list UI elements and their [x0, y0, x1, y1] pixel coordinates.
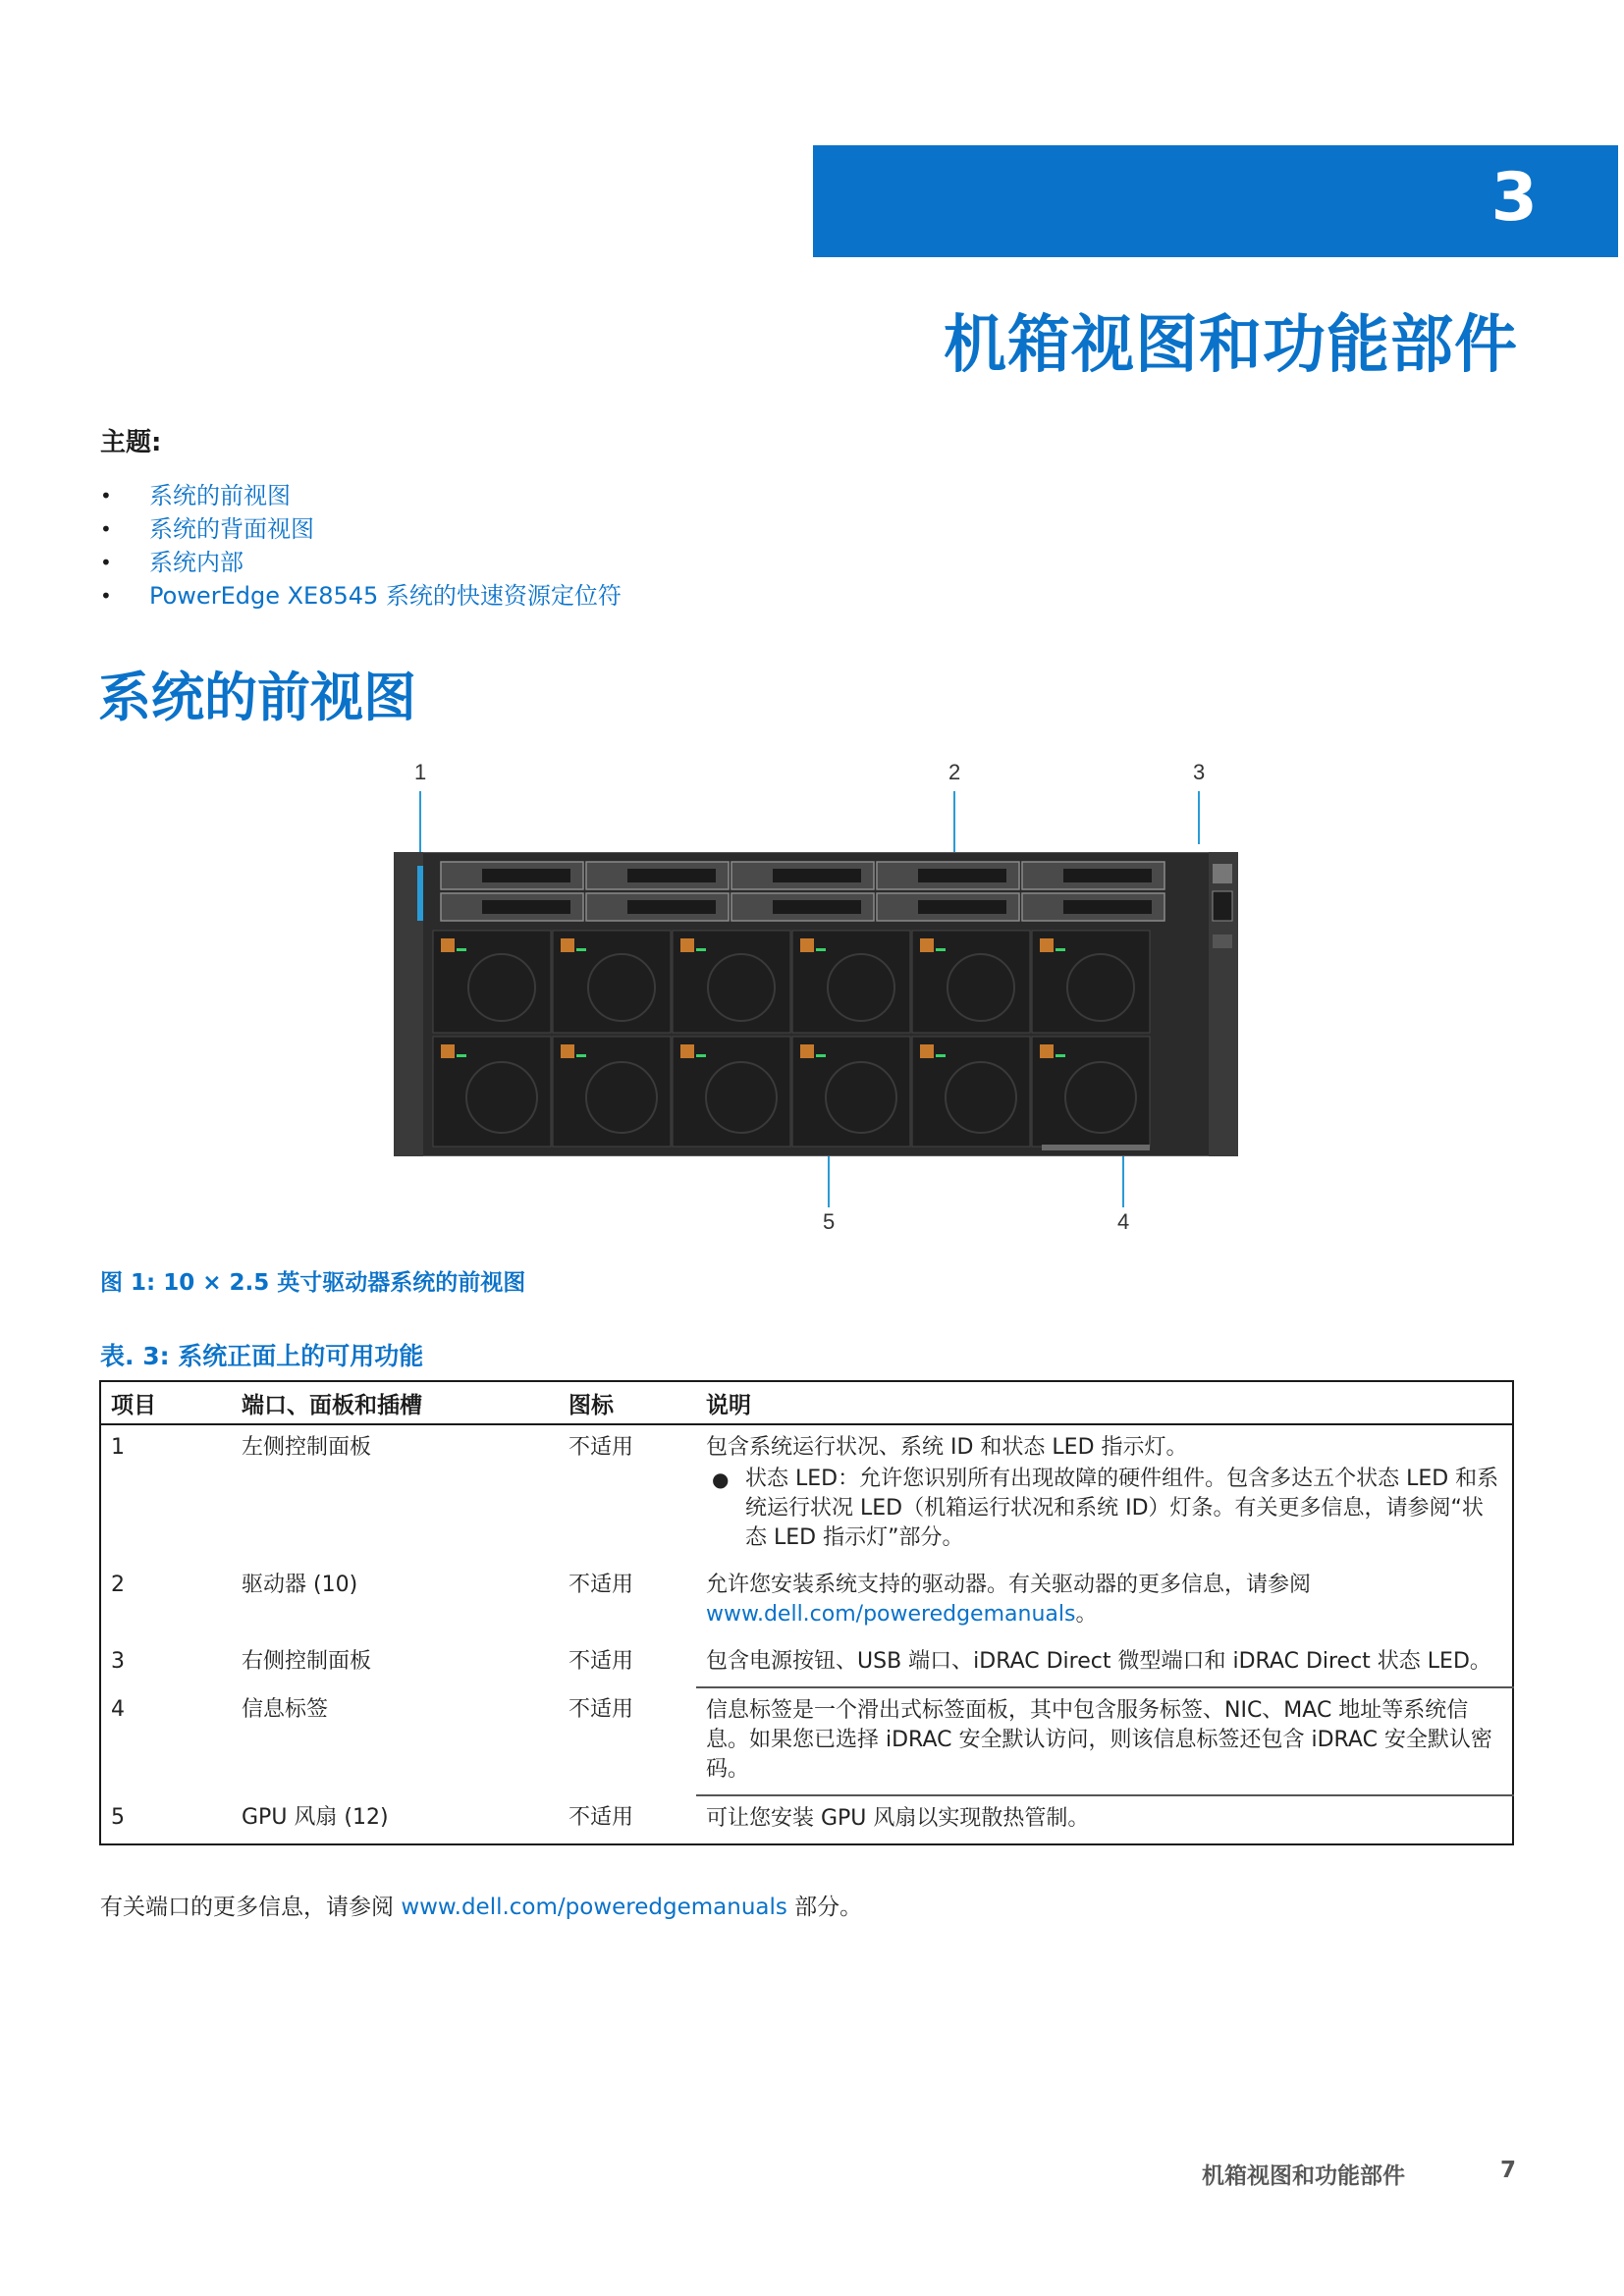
col-header-description: 说明	[696, 1381, 1513, 1424]
table-row	[100, 1563, 1513, 1639]
leader-line-4	[1122, 1153, 1124, 1207]
bullet-text: 状态 LED：允许您识别所有出现故障的硬件组件。包含多达五个状态 LED 和系统运行状况 LED（机箱运行状况和系统 ID）灯条。有关更多信息，请参阅“状态 LED 指示灯”部分。	[745, 1467, 1499, 1550]
bullet-icon: •	[100, 517, 112, 541]
note-text-end: 部分。	[786, 1895, 863, 1920]
cell-item: 2	[111, 1573, 125, 1597]
callout-5: 5	[823, 1209, 836, 1234]
cell-name: GPU 风扇 (12)	[242, 1805, 389, 1830]
section-title: 系统的前视图	[98, 667, 416, 728]
chapter-title: 机箱视图和功能部件	[944, 309, 1518, 382]
bullet-icon: ●	[712, 1468, 730, 1491]
table-row	[100, 1639, 1513, 1687]
topics-list	[98, 479, 622, 613]
ports-manuals-link[interactable]: www.dell.com/poweredgemanuals	[401, 1895, 787, 1920]
callout-3: 3	[1193, 760, 1206, 784]
cell-item: 5	[111, 1805, 125, 1830]
cell-name: 右侧控制面板	[242, 1649, 372, 1674]
bullet-icon: •	[100, 551, 112, 574]
cell-icon: 不适用	[568, 1649, 634, 1674]
description-text: 包含系统运行状况、系统 ID 和状态 LED 指示灯。	[706, 1435, 1188, 1460]
cell-icon: 不适用	[568, 1435, 634, 1460]
cell-item: 3	[111, 1649, 125, 1674]
chapter-banner	[813, 145, 1618, 257]
table-header-row	[100, 1381, 1513, 1424]
figure-caption: 图 1: 10 × 2.5 英寸驱动器系统的前视图	[100, 1270, 526, 1296]
topic-link-inside-system[interactable]: 系统内部	[149, 549, 244, 576]
footer-page-number: 7	[1500, 2158, 1517, 2183]
col-header-name: 端口、面板和插槽	[232, 1381, 559, 1424]
cell-description: 信息标签是一个滑出式标签面板，其中包含服务标签、NIC、MAC 地址等系统信息。如果您已选择 iDRAC 安全默认访问，则该信息标签还包含 iDRAC 安全默认密码。	[696, 1687, 1513, 1795]
cell-description	[696, 1563, 1513, 1639]
ports-note	[100, 1889, 862, 1921]
callout-4: 4	[1117, 1209, 1130, 1234]
cell-item: 1	[111, 1435, 125, 1460]
callout-1: 1	[414, 760, 427, 784]
topic-link-rear-view[interactable]: 系统的背面视图	[149, 515, 314, 543]
front-features-table	[99, 1380, 1514, 1845]
cell-name: 信息标签	[242, 1697, 329, 1722]
leader-line-2	[953, 791, 955, 860]
topic-link-qrl[interactable]: PowerEdge XE8545 系统的快速资源定位符	[149, 582, 622, 610]
col-header-item: 项目	[100, 1381, 232, 1424]
cell-name: 左侧控制面板	[242, 1435, 372, 1460]
server-chassis-image	[394, 852, 1238, 1156]
chapter-number: 3	[1490, 159, 1538, 237]
topic-item	[98, 512, 622, 546]
callout-2: 2	[948, 760, 961, 784]
cell-description: 包含电源按钮、USB 端口、iDRAC Direct 微型端口和 iDRAC Direct 状态 LED。	[696, 1639, 1513, 1687]
footer-chapter-title: 机箱视图和功能部件	[1202, 2163, 1405, 2189]
leader-line-3	[1198, 791, 1200, 844]
cell-description	[696, 1424, 1513, 1563]
topic-item	[98, 479, 622, 512]
table-caption: 表. 3: 系统正面上的可用功能	[100, 1342, 424, 1370]
bullet-icon: •	[100, 584, 112, 608]
cell-icon: 不适用	[568, 1573, 634, 1597]
bullet-icon: •	[100, 484, 112, 507]
cell-item: 4	[111, 1697, 125, 1722]
cell-description: 可让您安装 GPU 风扇以实现散热管制。	[706, 1806, 1090, 1831]
topic-link-front-view[interactable]: 系统的前视图	[149, 482, 291, 509]
note-text: 有关端口的更多信息，请参阅	[100, 1895, 402, 1920]
table-row	[100, 1424, 1513, 1563]
description-end: 。	[1075, 1602, 1098, 1627]
table-row	[100, 1795, 1513, 1844]
topic-item	[98, 546, 622, 579]
topics-label: 主题:	[100, 428, 162, 457]
col-header-icon: 图标	[559, 1381, 696, 1424]
server-front-view-figure	[265, 756, 1247, 1247]
topic-item	[98, 579, 622, 613]
leader-line-1	[419, 791, 421, 852]
description-bullet	[706, 1465, 1502, 1553]
manuals-link[interactable]: www.dell.com/poweredgemanuals	[706, 1602, 1076, 1627]
cell-name: 驱动器 (10)	[242, 1573, 358, 1597]
table-row	[100, 1687, 1513, 1795]
cell-icon: 不适用	[568, 1697, 634, 1722]
cell-icon: 不适用	[568, 1805, 634, 1830]
description-text: 允许您安装系统支持的驱动器。有关驱动器的更多信息，请参阅	[706, 1573, 1312, 1597]
